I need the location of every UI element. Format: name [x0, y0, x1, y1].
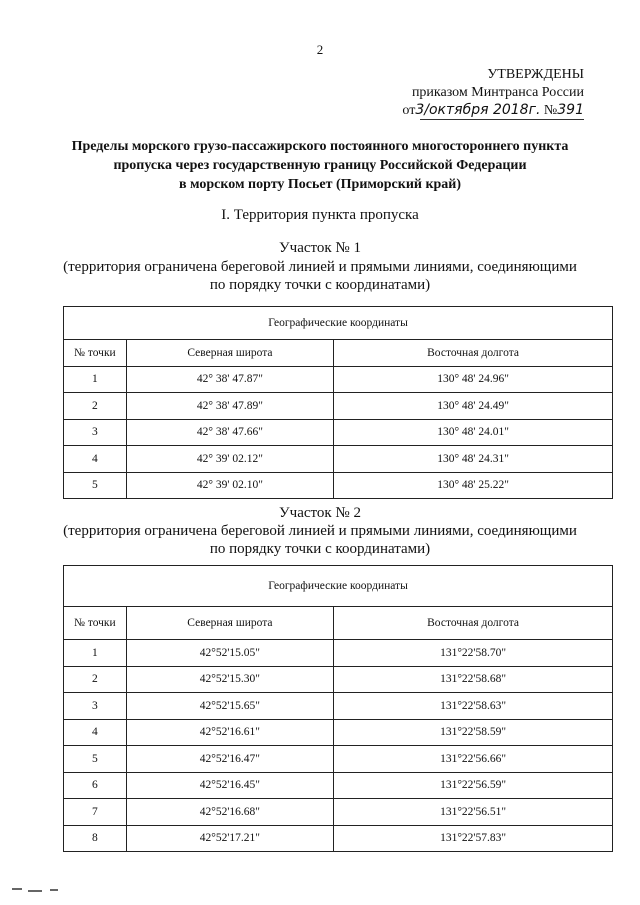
- table-row: [64, 393, 613, 420]
- point-number: 4: [64, 719, 127, 746]
- point-number: 7: [64, 799, 127, 826]
- longitude: 131°22'57.83": [334, 825, 613, 852]
- point-number: 4: [64, 446, 127, 473]
- longitude: 130° 48' 24.31": [334, 446, 613, 473]
- latitude: 42° 38' 47.87": [126, 366, 333, 393]
- approval-date-handwritten: 3/октября 2018г.: [415, 102, 541, 118]
- longitude: 131°22'58.68": [334, 666, 613, 693]
- plot-2-description-2: по порядку точки с координатами): [209, 541, 431, 557]
- col-header-lon: Восточная долгота: [334, 340, 613, 367]
- title-line-1: Пределы морского грузо-пассажирского постоянного многостороннего пункта: [71, 139, 569, 154]
- approval-order: приказом Минтранса России: [411, 85, 584, 100]
- point-number: 3: [64, 419, 127, 446]
- point-number: 2: [64, 393, 127, 420]
- approval-date-line: [402, 102, 584, 119]
- scan-mark: [12, 888, 22, 890]
- plot-2-title: Участок № 2: [279, 505, 361, 521]
- document-title: [40, 137, 600, 194]
- title-line-2: пропуска через государственную границу Российской Федерации: [113, 158, 527, 173]
- longitude: 131°22'58.70": [334, 640, 613, 667]
- longitude: 130° 48' 24.01": [334, 419, 613, 446]
- longitude: 131°22'56.59": [334, 772, 613, 799]
- plot-1-title: Участок № 1: [279, 240, 361, 256]
- plot-1-description: (территория ограничена береговой линией и прямыми линиями, соединяющими: [63, 259, 577, 275]
- approval-number-handwritten: 391: [557, 102, 584, 118]
- latitude: 42°52'15.30": [126, 666, 334, 693]
- latitude: 42°52'16.47": [126, 746, 334, 773]
- table-row: [64, 419, 613, 446]
- point-number: 5: [64, 472, 127, 499]
- table-row: [64, 366, 613, 393]
- section-title: I. Территория пункта пропуска: [221, 207, 419, 223]
- col-header-point: № точки: [64, 607, 127, 640]
- approval-title: УТВЕРЖДЕНЫ: [487, 67, 584, 82]
- table-group-header: Географические координаты: [64, 566, 613, 607]
- point-number: 6: [64, 772, 127, 799]
- approval-underline: [420, 119, 584, 120]
- longitude: 130° 48' 24.49": [334, 393, 613, 420]
- latitude: 42° 38' 47.66": [126, 419, 333, 446]
- table-row: [64, 693, 613, 720]
- plot-1-description-2: по порядку точки с координатами): [209, 277, 431, 293]
- table-row: [64, 719, 613, 746]
- col-header-lon: Восточная долгота: [334, 607, 613, 640]
- point-number: 5: [64, 746, 127, 773]
- approval-number-prefix: №: [543, 103, 558, 118]
- latitude: 42°52'16.61": [126, 719, 334, 746]
- latitude: 42°52'17.21": [126, 825, 334, 852]
- scan-mark: [28, 890, 42, 892]
- scan-mark: [50, 889, 58, 891]
- longitude: 131°22'56.51": [334, 799, 613, 826]
- table-row: [64, 825, 613, 852]
- latitude: 42° 39' 02.12": [126, 446, 333, 473]
- point-number: 3: [64, 693, 127, 720]
- latitude: 42° 39' 02.10": [126, 472, 333, 499]
- latitude: 42° 38' 47.89": [126, 393, 333, 420]
- table-group-header: Географические координаты: [64, 307, 613, 340]
- longitude: 130° 48' 24.96": [334, 366, 613, 393]
- title-line-3: в морском порту Посьет (Приморский край): [178, 177, 462, 192]
- col-header-point: № точки: [64, 340, 127, 367]
- table-row: [64, 799, 613, 826]
- page-number: 2: [316, 42, 324, 57]
- plot-1-table: [63, 306, 613, 499]
- latitude: 42°52'15.05": [126, 640, 334, 667]
- table-row: [64, 666, 613, 693]
- longitude: 131°22'58.59": [334, 719, 613, 746]
- col-header-lat: Северная широта: [126, 340, 333, 367]
- longitude: 130° 48' 25.22": [334, 472, 613, 499]
- point-number: 1: [64, 366, 127, 393]
- latitude: 42°52'16.45": [126, 772, 334, 799]
- plot-2-table: [63, 565, 613, 852]
- table-row: [64, 640, 613, 667]
- point-number: 1: [64, 640, 127, 667]
- point-number: 8: [64, 825, 127, 852]
- latitude: 42°52'16.68": [126, 799, 334, 826]
- table-row: [64, 772, 613, 799]
- longitude: 131°22'58.63": [334, 693, 613, 720]
- table-row: [64, 472, 613, 499]
- point-number: 2: [64, 666, 127, 693]
- longitude: 131°22'56.66": [334, 746, 613, 773]
- table-row: [64, 446, 613, 473]
- latitude: 42°52'15.65": [126, 693, 334, 720]
- table-row: [64, 746, 613, 773]
- plot-2-description: (территория ограничена береговой линией и прямыми линиями, соединяющими: [63, 523, 577, 539]
- approval-date-prefix: от: [402, 103, 416, 118]
- col-header-lat: Северная широта: [126, 607, 334, 640]
